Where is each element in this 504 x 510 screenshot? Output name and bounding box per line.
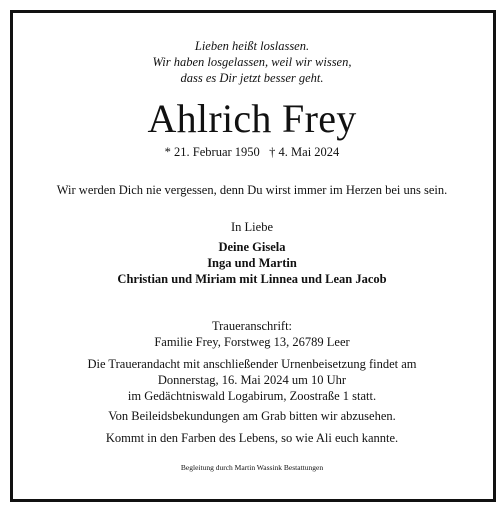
memorial-quote: Wir werden Dich nie vergessen, denn Du wirst immer im Herzen bei uns sein. (56, 183, 448, 197)
family-line-3: Christian und Miriam mit Linnea und Lean Jacob (117, 272, 387, 286)
death-date: † 4. Mai 2024 (269, 145, 340, 159)
ceremony-line-2: Donnerstag, 16. Mai 2024 um 10 Uhr (157, 373, 347, 387)
deceased-name: Ahlrich Frey (147, 96, 357, 141)
poem-line-2: Wir haben losgelassen, weil wir wissen, (152, 55, 352, 69)
in-liebe: In Liebe (231, 220, 273, 234)
condolence-note: Von Beileidsbekundungen am Grab bitten wir abzusehen. (108, 409, 396, 423)
address-label: Traueranschrift: (211, 319, 293, 333)
poem-line-3: dass es Dir jetzt besser geht. (180, 71, 324, 85)
dress-note: Kommt in den Farben des Lebens, so wie Ali euch kannte. (105, 431, 399, 445)
address: Familie Frey, Forstweg 13, 26789 Leer (154, 335, 350, 349)
life-dates (0, 145, 504, 160)
birth-date: * 21. Februar 1950 (164, 145, 260, 159)
funeral-home-credit: Begleitung durch Martin Wassink Bestattungen (180, 463, 324, 472)
ceremony-line-1: Die Trauerandacht mit anschließender Urnenbeisetzung findet am (87, 357, 417, 371)
family-line-2: Inga und Martin (207, 256, 297, 270)
poem-line-1: Lieben heißt loslassen. (194, 39, 310, 53)
family-line-1: Deine Gisela (218, 240, 286, 254)
ceremony-line-3: im Gedächtniswald Logabirum, Zoostraße 1 statt. (127, 389, 377, 403)
